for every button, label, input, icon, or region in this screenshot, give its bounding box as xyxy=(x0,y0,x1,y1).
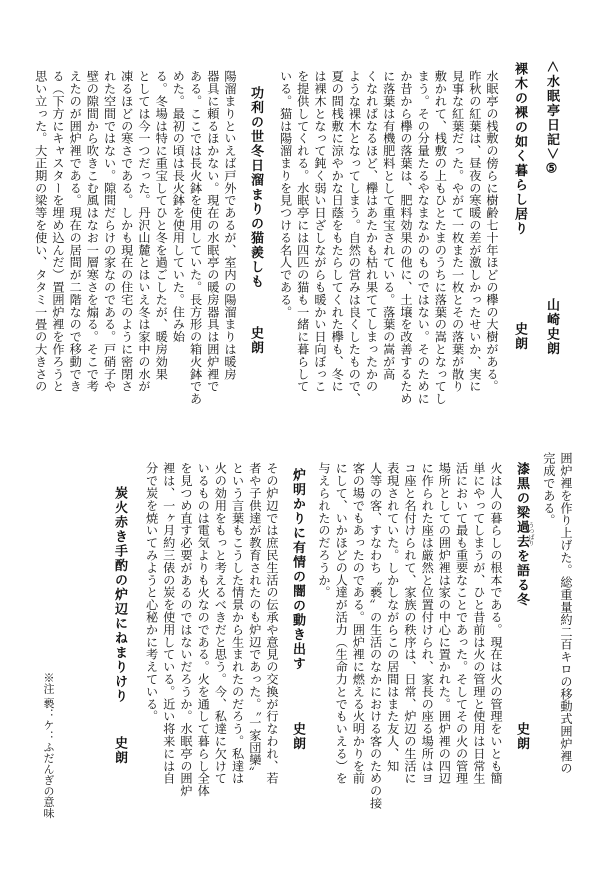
body-line: は裸木となって鈍く弱い日ざしながらも暖かい日向ぼっこ xyxy=(312,70,327,393)
essay-4-body xyxy=(140,462,280,810)
body-line: 陽溜まりといえば戸外であるが、室内の陽溜まりは暖房 xyxy=(223,70,237,380)
series-author: 山崎史朗 xyxy=(544,298,559,356)
essay-2-title: 功利の世冬日溜まりの猫羨しも xyxy=(248,86,263,289)
body-line: くなればなるほど、欅はあたかも枯れ果ててしまったかの xyxy=(364,70,379,393)
body-line: めた。最初の頃は長火鉢を使用していた。住み始 xyxy=(171,70,186,343)
body-line: を見つめ直す必要があるのではないだろうか。水眠亭の囲炉 xyxy=(178,462,193,797)
body-line: にして、いかほどの人達が活力（生命力とでもいえる）を xyxy=(334,462,349,785)
body-line: 表現されていた。しかしながらこの居間はまた友人、知 xyxy=(385,462,400,772)
body-line: 凍るほどの寒さである。しかも現在の住宅のように密閉さ xyxy=(119,70,134,393)
body-line: まう。その分量たるやなまなかのものではない。そのために xyxy=(416,70,431,405)
footnote: ※注 褻：ケ：ふだんぎの意味 xyxy=(42,672,55,819)
body-line: か昔から欅の落葉は、肥料効果の他に、土壌を改善するため xyxy=(398,70,413,405)
body-line: に落葉は有機肥料として重宝されている。落葉の嵩が高 xyxy=(381,70,396,380)
body-line: 者や子供達が教育されたのも炉辺であった。〝一家団欒〟 xyxy=(247,462,262,779)
essay-2-body xyxy=(26,70,238,428)
body-line: いる。猫は陽溜まりを見つける名人である。 xyxy=(278,70,293,318)
essay-3-title xyxy=(512,462,534,607)
essay-3-lead xyxy=(536,452,574,810)
body-line: ような裸木となってしまう。自然の営みは良くしたもので、 xyxy=(347,70,362,405)
body-line: 人等の客、すなわち〝褻〟の生活のなかにおける客のための接 xyxy=(368,462,383,810)
body-line: 器具に頼るほかない。現在の水眠亭の暖房器具は囲炉裡で xyxy=(205,70,220,393)
body-line: 活において最も重要なことであった。そしてその火の管理 xyxy=(454,462,469,785)
essay-5-author: 史朗 xyxy=(112,736,127,765)
essay-4-title: 炉明かりに有情の闇の動き出す xyxy=(290,468,305,671)
body-line: 敷かれて、桟敷の上もひとたまのうちに落葉の嵩となってし xyxy=(433,70,448,405)
body-line: いるものは電気よりも火なのである。火を通して暮らし全体 xyxy=(196,462,211,797)
body-line: コ座と名付けられて、家族の秩序は、日常、炉辺の生活に xyxy=(402,462,417,785)
essay-3-title-ruby: うつばり xyxy=(527,522,534,546)
body-line: 分で炭を焼いてみようと心秘かに考えている。 xyxy=(144,462,159,723)
body-line: る（下方にキャスターを埋め込んだ）置囲炉裡を作ろうと xyxy=(50,70,65,393)
body-line: 壁の隙間から吹きこむ風はなお一層寒さを煽る。そこで考 xyxy=(85,70,100,393)
essay-5-title: 炭火赤き手酌の炉辺にねまりけり xyxy=(112,486,127,704)
body-line: 裡は、一ヶ月約三俵の炭を使用している。近い将来には自 xyxy=(161,462,176,785)
body-line: 夏の間桟敷に涼やかな日蔭をもたらしてくれた欅も、冬に xyxy=(330,70,345,393)
essay-3-author: 史朗 xyxy=(514,722,529,751)
body-line: としては今一つだった。丹沢山麓とはいえ冬は家中の水が xyxy=(136,70,151,393)
body-line: その炉辺では庶民生活の伝承や意見の交換が行なわれ、若 xyxy=(265,462,279,785)
body-line: 単にやってしまうが、ひと昔前は火の管理と使用は日常生 xyxy=(471,462,486,785)
body-line: 場所としての囲炉裡は家の中心に置かれた。囲炉裡の四辺 xyxy=(437,462,452,785)
body-line: 水眠亭の桟敷の傍らに樹齢七十年ほどの欅の大樹がある。 xyxy=(485,70,499,393)
essay-3-title-text: 漆黒の梁過去を語る冬 xyxy=(514,462,529,607)
essay-2-author: 史朗 xyxy=(248,326,263,355)
essay-1-author: 史朗 xyxy=(512,322,527,351)
body-line: る。冬場は特に重宝してひと冬を過ごしたが、暖房効果 xyxy=(154,70,169,380)
body-line: を提供してくれる。水眠亭には四匹の猫も一緒に暮らして xyxy=(295,70,310,393)
lead-line: 完成である。 xyxy=(541,452,556,527)
body-line: 客の場でもあったのである。囲炉裡に燃える火明かりを前 xyxy=(351,462,366,785)
essay-1-title: 裸木の裸の如く暮らし居り xyxy=(512,62,527,236)
body-line: 火の効用をもっと考えるべきだと思う。今、私達に欠けて xyxy=(213,462,228,785)
body-line: 見事な紅葉だった。やがて一枚また一枚とその落葉が散り xyxy=(450,70,465,393)
body-line: 思い立った。大正期の梁等を使い、タタミ一畳の大きさの xyxy=(33,70,48,393)
essay-4-author: 史朗 xyxy=(290,722,305,751)
essay-1-body xyxy=(270,70,500,428)
body-line: ある。ここでは長火鉢を使用していた。長方形の箱火鉢であ xyxy=(188,70,203,405)
series-title: ＜水眠亭日記＞⑤ xyxy=(544,60,559,179)
body-line: れた空間ではない。隙間だらけの家なのである。戸硝子や xyxy=(102,70,117,393)
body-line: という言葉もこうした情景から生まれたのだろう。私達は xyxy=(230,462,245,785)
body-line: 与えられたのだろうか。 xyxy=(316,462,331,599)
section-divider xyxy=(30,441,570,442)
body-line: 火は人の暮らしの根本である。現在は火の管理をいとも簡 xyxy=(489,462,503,785)
lead-line: 囲炉裡を作り上げた。総重量約二百キロの移動式囲炉裡の xyxy=(559,452,573,775)
essay-3-body xyxy=(314,462,504,810)
body-line: に作られた座は厳然と位置付けられ、家長の座る場所はヨ xyxy=(420,462,435,785)
body-line: 昨秋の紅葉は、昼夜の寒暖の差が激しかったせいか、実に xyxy=(467,70,482,393)
body-line: えたのが囲炉裡である。現在の居間が二階なので移動でき xyxy=(68,70,83,393)
